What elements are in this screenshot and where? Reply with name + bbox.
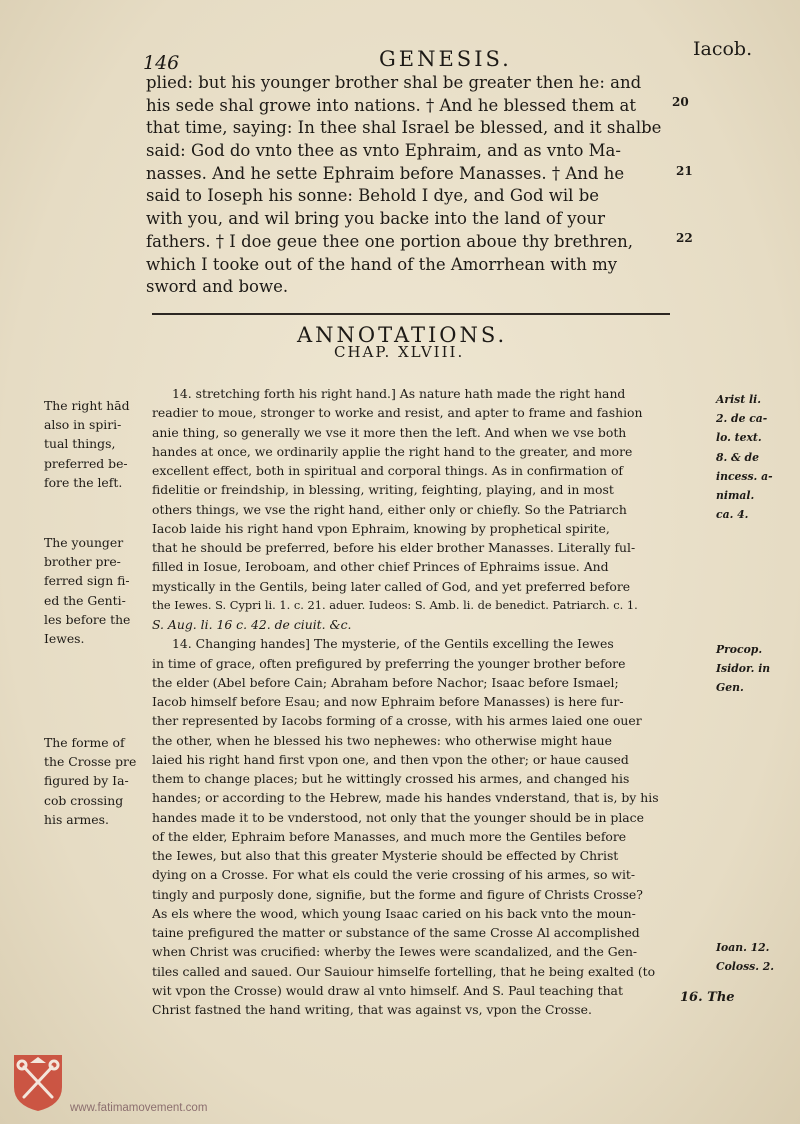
annotation-line: taine prefigured the matter or substance of the same Crosse Al accomplished bbox=[152, 925, 640, 940]
annotation-line: dying on a Crosse. For what els could the verie crossing of his armes, so wit- bbox=[152, 867, 636, 883]
annotation-line: them to change places; but he wittingly crossed his armes, and changed his bbox=[152, 771, 630, 786]
annotation-line: tiles called and saued. Our Sauiour himselfe fortelling, that he being exalted (to bbox=[152, 963, 656, 979]
annotation-line: in time of grace, often prefigured by preferring the younger brother before bbox=[152, 655, 626, 671]
annotation-line: wit vpon the Crosse) would draw al vnto himself. And S. Paul teaching that bbox=[152, 982, 623, 998]
chapter-heading: CHAP. XLVIII. bbox=[334, 343, 465, 361]
margin-note-left: The right hād also in spiri- tual things, preferred be- fore the left. bbox=[44, 398, 130, 490]
annotation-line: Iacob laide his right hand vpon Ephraim, knowing by prophetical spirite, bbox=[152, 520, 610, 536]
annotation-line: handes made it to be vnderstood, not only that the younger should be in place bbox=[152, 809, 644, 825]
annotation-line: the Iewes, but also that this greater Mysterie should be effected by Christ bbox=[152, 848, 619, 863]
scripture-line: said: God do vnto thee as vnto Ephraim, and as vnto Ma- bbox=[146, 141, 621, 161]
annotation-line: Christ fastned the hand writing, that was against vs, vpon the Crosse. bbox=[152, 1002, 592, 1017]
annotation-line: As els where the wood, which young Isaac caried on his back vnto the moun- bbox=[152, 905, 636, 921]
annotation-line: the elder (Abel before Cain; Abraham before Nachor; Isaac before Ismael; bbox=[152, 674, 619, 690]
annotation-line: fidelitie or freindship, in blessing, writing, feighting, playing, and in most bbox=[152, 482, 614, 498]
papal-keys-logo-icon bbox=[12, 1053, 64, 1113]
annotation-line: readier to moue, stronger to worke and resist, and apter to frame and fashion bbox=[152, 405, 643, 421]
website-link[interactable]: www.fatimamovement.com bbox=[70, 1102, 208, 1114]
scripture-line: that time, saying: In thee shal Israel be blessed, and it shalbe bbox=[146, 118, 662, 138]
margin-reference-right: Arist li. 2. de ca- lo. text. 8. & de incess. a- nimal. ca. 4. bbox=[716, 393, 773, 522]
scripture-line: which I tooke out of the hand of the Amorrhean with my bbox=[146, 254, 618, 274]
annotation-line: that he should be preferred, before his elder brother Manasses. Literally ful- bbox=[152, 540, 636, 555]
annotation-line: handes; or according to the Hebrew, made his handes vnderstand, that is, by his bbox=[152, 790, 659, 806]
annotation-line: the other, when he blessed his two nephewes: who otherwise might haue bbox=[152, 732, 612, 748]
verse-number: 22 bbox=[676, 231, 693, 245]
margin-note-left: The younger brother pre- ferred sign fi- ed the Genti- les before the Iewes. bbox=[44, 535, 131, 647]
catchword: 16. The bbox=[680, 990, 735, 1005]
annotation-line: tingly and purposly done, signifie, but the forme and figure of Christs Crosse? bbox=[152, 886, 643, 902]
annotation-line: ther represented by Iacobs forming of a crosse, with his armes laied one ouer bbox=[152, 713, 642, 729]
annotation-line: filled in Iosue, Ieroboam, and other chief Princes of Ephraims issue. And bbox=[152, 559, 609, 575]
annotation-line: mystically in the Gentils, being later called of God, and yet preferred before bbox=[152, 578, 631, 594]
verse-number: 20 bbox=[672, 95, 689, 109]
annotations-body bbox=[152, 384, 712, 1019]
scripture-line: with you, and wil bring you backe into the land of your bbox=[146, 209, 605, 229]
annotation-line: excellent effect, both in spiritual and corporal things. As in confirmation of bbox=[152, 463, 624, 478]
annotation-line: when Christ was crucified: wherby the Iewes were scandalized, and the Gen- bbox=[152, 944, 638, 960]
verse-number: 21 bbox=[676, 164, 693, 178]
section-rule bbox=[152, 313, 670, 315]
scripture-text bbox=[146, 72, 666, 299]
annotation-line: of the elder, Ephraim before Manasses, and much more the Gentiles before bbox=[152, 828, 627, 844]
annotation-line: handes at once, we ordinarily applie the right hand to the greater, and more bbox=[152, 443, 633, 459]
margin-note-left: The forme of the Crosse pre figured by Ia- cob crossing his armes. bbox=[44, 735, 137, 827]
scripture-line: plied: but his younger brother shal be greater then he: and bbox=[146, 73, 642, 92]
annotations-heading: ANNOTATIONS. bbox=[297, 323, 508, 347]
annotation-line: others things, we vse the right hand, either only or chiefly. So the Patriarch bbox=[152, 501, 627, 517]
margin-reference-right: Procop. Isidor. in Gen. bbox=[716, 643, 771, 695]
running-title: GENESIS. bbox=[379, 47, 512, 71]
annotation-line: 14. stretching forth his right hand.] As nature hath made the right hand bbox=[172, 386, 626, 401]
page-number: 146 bbox=[143, 52, 180, 74]
annotation-line: laied his right hand first vpon one, and then vpon the other; or haue caused bbox=[152, 751, 629, 767]
scripture-line: nasses. And he sette Ephraim before Manasses. † And he bbox=[146, 163, 625, 183]
annotation-line: 14. Changing handes] The mysterie, of the Gentils excelling the Iewes bbox=[172, 636, 614, 652]
scripture-line: said to Ioseph his sonne: Behold I dye, and God wil be bbox=[146, 186, 600, 206]
annotation-line: anie thing, so generally we vse it more then the left. And when we vse both bbox=[152, 424, 627, 440]
annotation-line: Iacob himself before Esau; and now Ephraim before Manasses) is here fur- bbox=[152, 694, 624, 709]
scripture-line: his sede shal growe into nations. † And he blessed them at bbox=[146, 95, 636, 115]
running-head: Iacob. bbox=[693, 38, 753, 60]
scripture-line: sword and bowe. bbox=[146, 277, 289, 297]
annotation-line: the Iewes. S. Cypri li. 1. c. 21. aduer. Iudeos: S. Amb. li. de benedict. Patriarch. c. 1. bbox=[152, 597, 638, 612]
scripture-line: fathers. † I doe geue thee one portion aboue thy brethren, bbox=[146, 231, 634, 251]
annotation-line: S. Aug. li. 16 c. 42. de ciuit. &c. bbox=[152, 617, 352, 632]
margin-reference-right: Ioan. 12. Coloss. 2. bbox=[716, 941, 775, 974]
